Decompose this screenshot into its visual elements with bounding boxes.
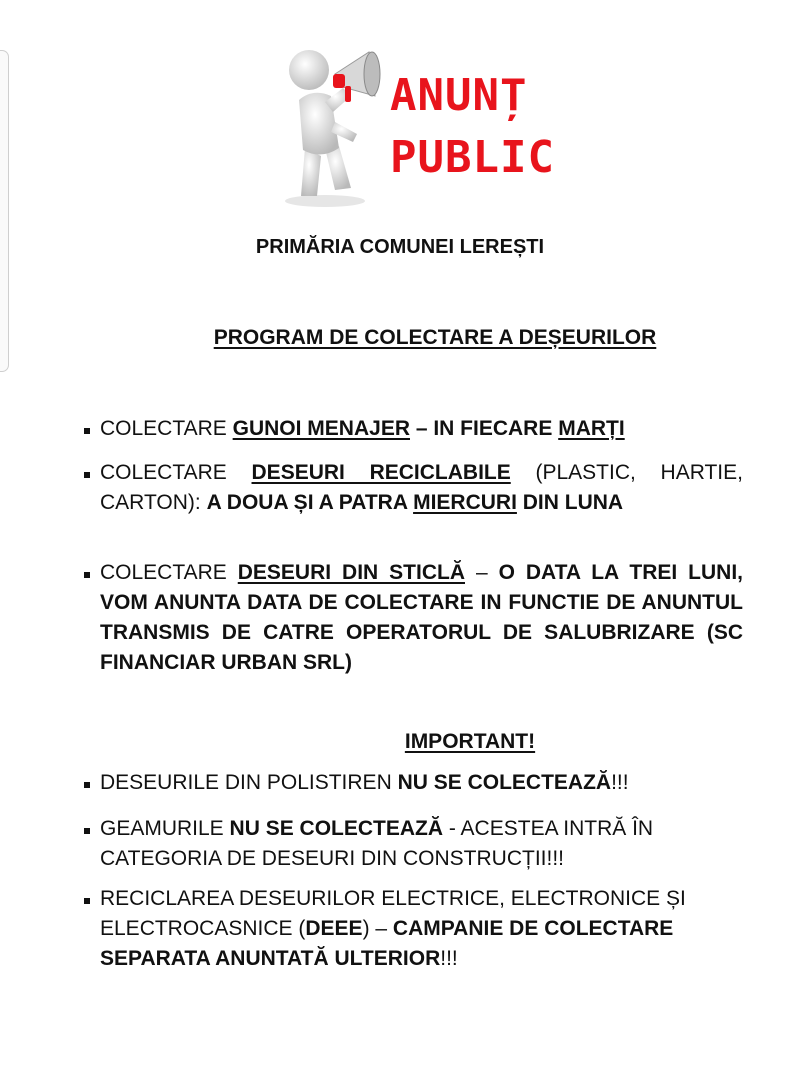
bullet-icon <box>84 782 90 788</box>
bullet-icon <box>84 428 90 434</box>
list-item-deseuri-sticla: COLECTARE DESEURI DIN STICLĂ – O DATA LA TREI LUNI, VOM ANUNTA DATA DE COLECTARE IN FUNCTIE DE ANUNTUL TRANSMIS DE CATRE OPERATORUL DE SALUBRIZARE (SC FINANCIAR URBAN SRL) <box>100 561 743 674</box>
bullet-icon <box>84 472 90 478</box>
megaphone-person-icon <box>265 38 395 208</box>
announcement-logo <box>265 38 555 208</box>
page-title: PRIMĂRIA COMUNEI LEREȘTI <box>255 236 545 258</box>
program-title: PROGRAM DE COLECTARE A DEȘEURILOR <box>213 326 657 349</box>
list-item-polistiren: DESEURILE DIN POLISTIREN NU SE COLECTEAZĂ!!! <box>100 771 629 794</box>
bullet-icon <box>84 572 90 578</box>
list-item-deee: RECICLAREA DESEURILOR ELECTRICE, ELECTRONICE ȘI ELECTROCASNICE (DEEE) – CAMPANIE DE COLECTARE SEPARATA ANUNTATĂ ULTERIOR!!! <box>100 887 686 970</box>
logo-text-public: PUBLIC <box>390 132 555 183</box>
list-item-gunoi-menajer: COLECTARE GUNOI MENAJER – IN FIECARE MARȚI <box>100 417 625 440</box>
list-item-geamuri: GEAMURILE NU SE COLECTEAZĂ - ACESTEA INTRĂ ÎN CATEGORIA DE DESEURI DIN CONSTRUCȚII!!! <box>100 817 654 870</box>
bullet-icon <box>84 898 90 904</box>
bullet-icon <box>84 828 90 834</box>
important-title: IMPORTANT! <box>404 730 536 753</box>
list-item-deseuri-reciclabile: COLECTARE DESEURI RECICLABILE (PLASTIC, HARTIE, CARTON): A DOUA ȘI A PATRA MIERCURI DIN LUNA <box>100 461 743 514</box>
logo-text-anunt: ANUNȚ <box>390 70 528 121</box>
side-panel-handle[interactable] <box>0 50 9 372</box>
